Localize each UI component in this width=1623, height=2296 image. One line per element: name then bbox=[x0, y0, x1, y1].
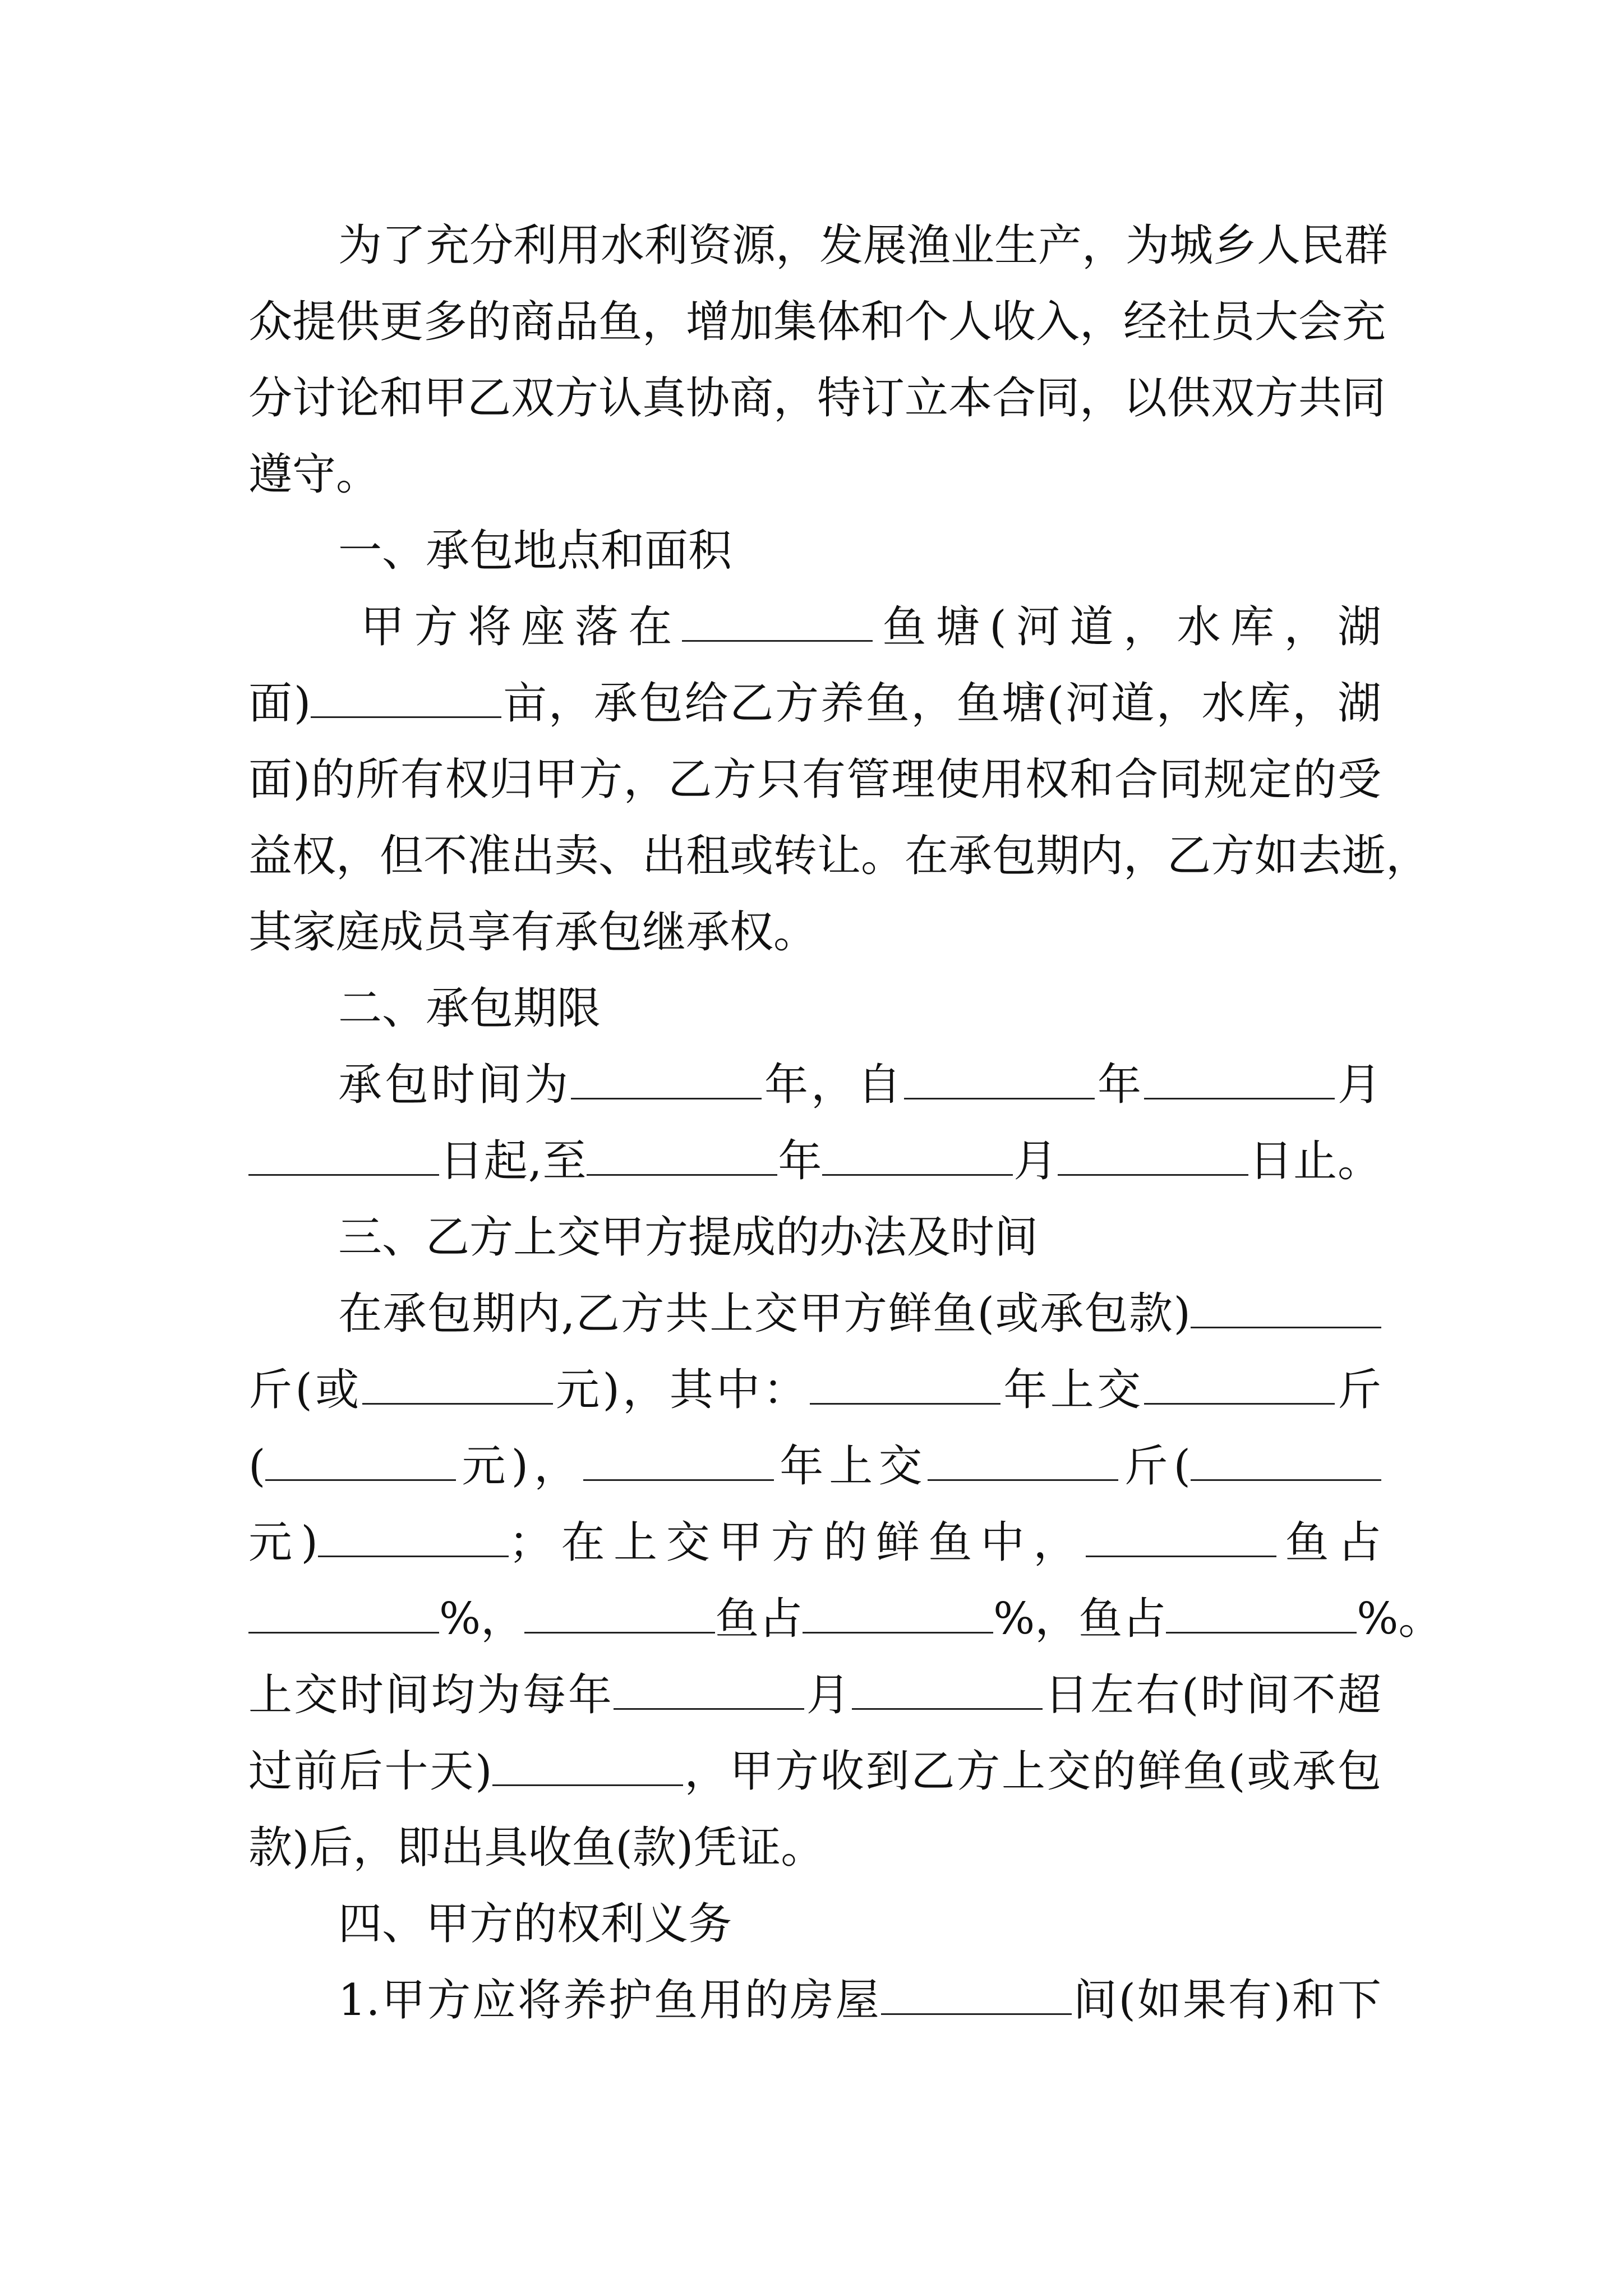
blank-field[interactable] bbox=[362, 1369, 553, 1405]
blank-field[interactable] bbox=[1144, 1064, 1335, 1099]
blank-field[interactable] bbox=[265, 1446, 456, 1481]
section3-line-8: 款)后，即出具收鱼(款)凭证。 bbox=[248, 1823, 825, 1873]
section2-line-1: 承包时间为 年，自 年 月 bbox=[338, 1060, 1381, 1110]
section1-line-1: 甲方将座落在 鱼塘(河道，水库，湖 bbox=[361, 602, 1381, 652]
section2-line-2: 日起,至 年 月 日止。 bbox=[248, 1123, 1381, 1199]
blank-field[interactable] bbox=[822, 1140, 1013, 1176]
section1-line-4: 益权，但不准出卖、出租或转让。在承包期内，乙方如去逝， bbox=[248, 831, 1430, 881]
contract-page bbox=[248, 208, 1442, 2039]
section4-heading: 四、甲方的权利义务 bbox=[338, 1899, 732, 1949]
section3-line-3: ( 元)， 年上交 斤( bbox=[248, 1428, 1381, 1504]
blank-field[interactable] bbox=[248, 1598, 439, 1634]
blank-field[interactable] bbox=[1191, 1293, 1381, 1328]
section3-line-6: 上交时间均为每年 月 日左右(时间不超 bbox=[248, 1670, 1381, 1720]
section1-line-3: 面)的所有权归甲方，乙方只有管理使用权和合同规定的受 bbox=[248, 754, 1381, 805]
intro-line-3: 分讨论和甲乙双方认真协商，特订立本合同，以供双方共同 bbox=[248, 373, 1386, 424]
blank-field[interactable] bbox=[571, 1064, 762, 1099]
blank-field[interactable] bbox=[1191, 1446, 1381, 1481]
blank-field[interactable] bbox=[928, 1446, 1118, 1481]
blank-field[interactable] bbox=[904, 1064, 1095, 1099]
section3-line-1: 在承包期内,乙方共上交甲方鲜鱼(或承包款) bbox=[248, 1276, 1381, 1352]
blank-field[interactable] bbox=[587, 1140, 777, 1176]
blank-field[interactable] bbox=[492, 1751, 683, 1786]
blank-field[interactable] bbox=[614, 1674, 804, 1710]
section3-line-7: 过前后十天) ，甲方收到乙方上交的鲜鱼(或承包 bbox=[248, 1746, 1381, 1797]
section1-line-2: 面) 亩，承包给乙方养鱼，鱼塘(河道，水库，湖 bbox=[248, 678, 1381, 729]
blank-field[interactable] bbox=[318, 1522, 509, 1557]
section3-line-5: %， 鱼占 %，鱼占 %。 bbox=[248, 1581, 1381, 1657]
section2-heading: 二、承包期限 bbox=[338, 983, 601, 1034]
blank-field[interactable] bbox=[881, 1980, 1072, 2015]
section1-line-5: 其家庭成员享有承包继承权。 bbox=[248, 907, 818, 958]
blank-field[interactable] bbox=[524, 1598, 715, 1634]
section3-line-2: 斤(或 元)，其中： 年上交 斤 bbox=[248, 1365, 1381, 1415]
blank-field[interactable] bbox=[810, 1369, 1000, 1405]
section4-line-1: 1.甲方应将养护鱼用的房屋 间(如果有)和下 bbox=[338, 1975, 1381, 2026]
blank-field[interactable] bbox=[682, 606, 873, 642]
intro-line-1: 为了充分利用水利资源，发展渔业生产，为城乡人民群 bbox=[338, 220, 1389, 271]
blank-field[interactable] bbox=[803, 1598, 993, 1634]
section1-heading: 一、承包地点和面积 bbox=[338, 526, 732, 576]
blank-field[interactable] bbox=[1058, 1140, 1248, 1176]
section3-heading: 三、乙方上交甲方提成的办法及时间 bbox=[338, 1212, 1039, 1263]
blank-field[interactable] bbox=[1086, 1522, 1276, 1557]
blank-field[interactable] bbox=[248, 1140, 439, 1176]
blank-field[interactable] bbox=[583, 1446, 774, 1481]
blank-field[interactable] bbox=[1144, 1369, 1335, 1405]
blank-field[interactable] bbox=[1166, 1598, 1357, 1634]
intro-line-2: 众提供更多的商品鱼，增加集体和个人收入，经社员大会充 bbox=[248, 297, 1386, 347]
blank-field[interactable] bbox=[311, 683, 501, 718]
section3-line-4: 元) ；在上交甲方的鲜鱼中， 鱼占 bbox=[248, 1517, 1381, 1568]
intro-line-4: 遵守。 bbox=[248, 449, 380, 500]
blank-field[interactable] bbox=[852, 1674, 1043, 1710]
